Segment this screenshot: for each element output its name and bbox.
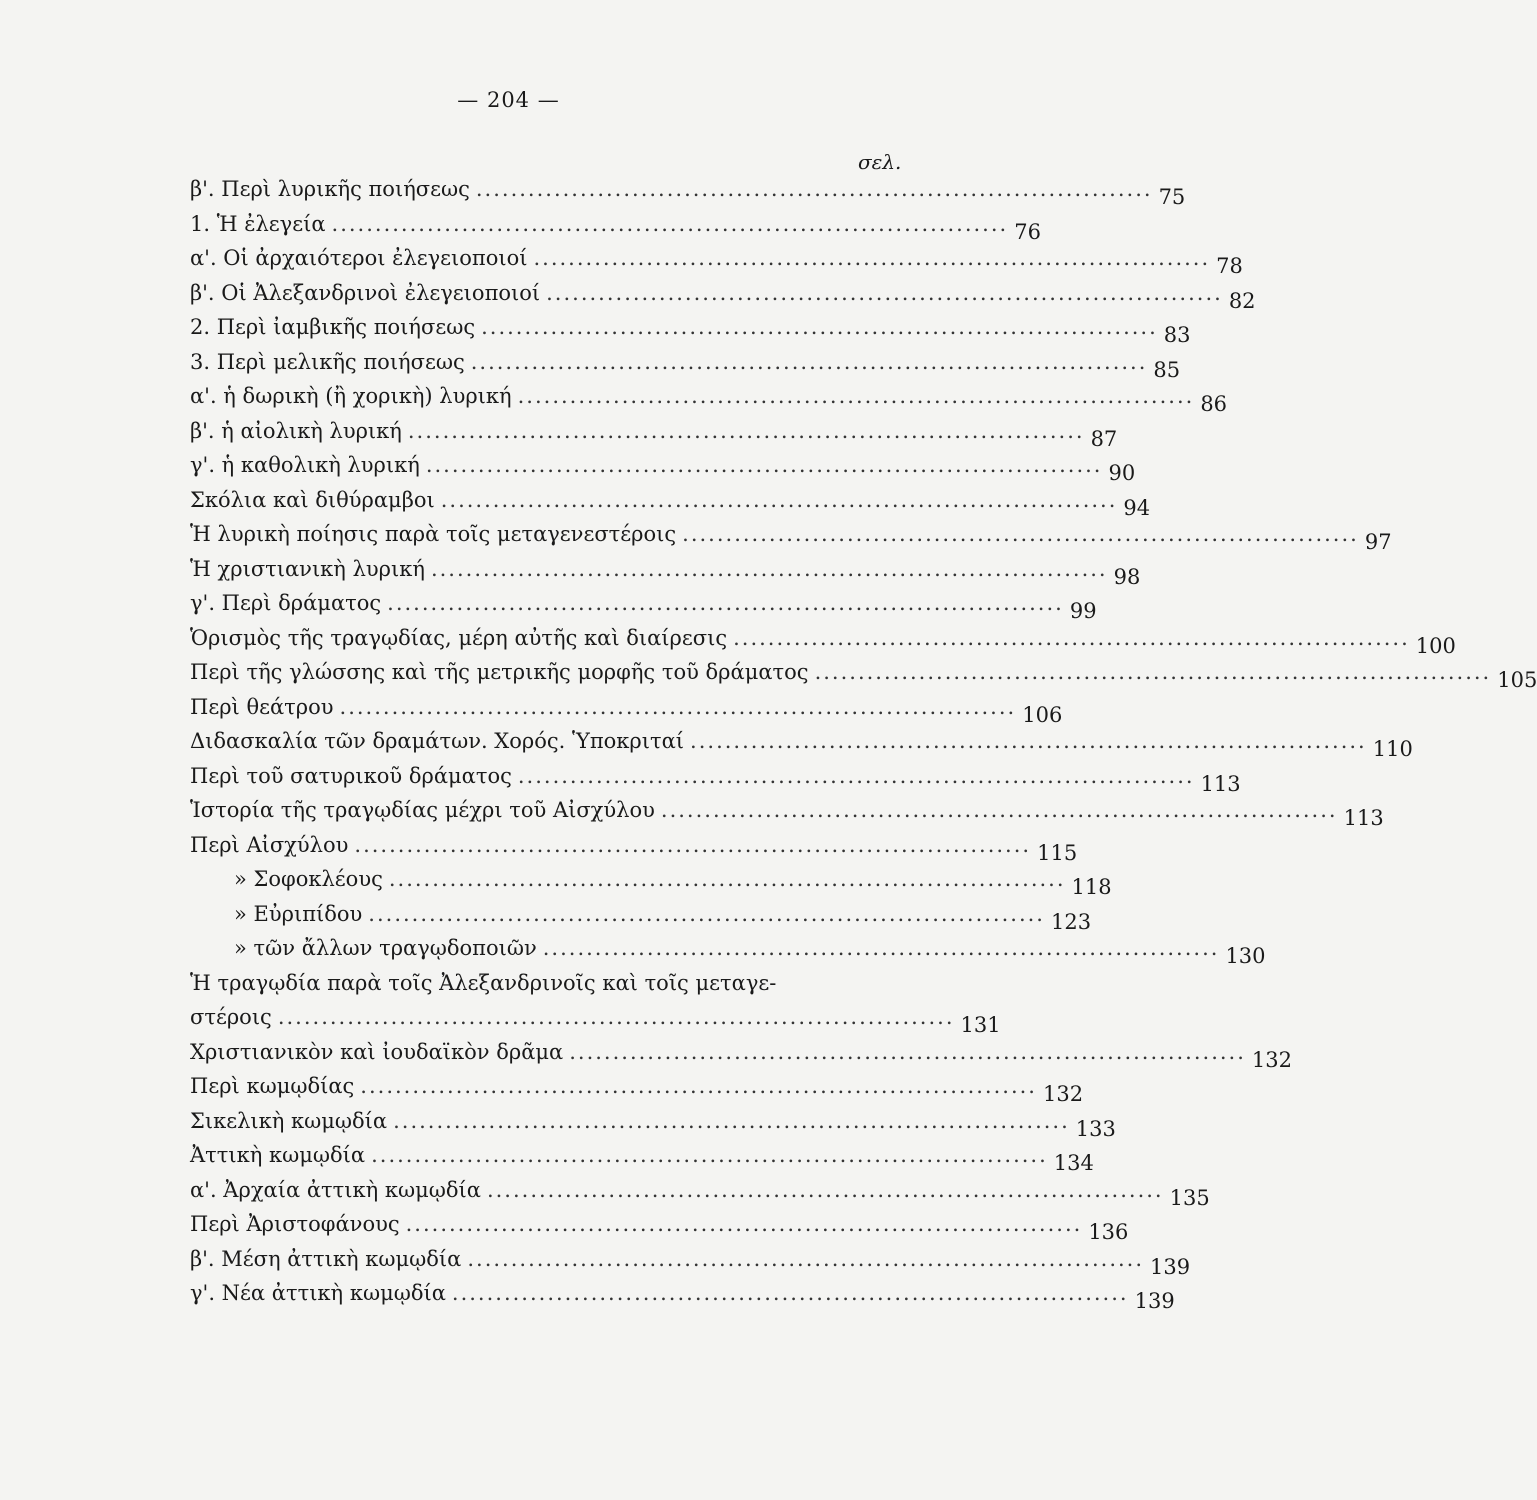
toc-entry xyxy=(190,931,1266,968)
dot-leader: .............................................................................. xyxy=(425,453,1103,477)
toc-entry-page: 115 xyxy=(1037,840,1078,865)
toc-entry xyxy=(190,414,1118,451)
toc-entry-page: 90 xyxy=(1108,461,1136,485)
toc-entry-title: Ἡ χριστιανικὴ λυρική xyxy=(190,556,425,581)
toc-entry-page: 123 xyxy=(1050,909,1092,934)
toc-entry xyxy=(190,172,1186,209)
toc-entry xyxy=(190,897,1092,934)
toc-entry xyxy=(190,207,1041,244)
toc-entry-title: Περὶ τοῦ σατυρικοῦ δράματος xyxy=(190,763,512,788)
toc-entry-title: β'. Περὶ λυρικῆς ποιήσεως xyxy=(190,177,470,201)
toc-entry xyxy=(190,966,910,1001)
toc-entry xyxy=(190,1035,1293,1072)
toc-entry-page: 139 xyxy=(1150,1254,1191,1279)
toc-entry-page: 98 xyxy=(1113,564,1141,589)
toc-entry-title: β'. Οἱ Ἀλεξανδρινοὶ ἐλεγειοποιοί xyxy=(190,280,541,305)
toc-entry-page: 139 xyxy=(1134,1289,1175,1313)
toc-entry xyxy=(190,1069,1084,1106)
toc-entry-page: 105 xyxy=(1497,668,1537,692)
toc-entry-page: 130 xyxy=(1225,944,1266,968)
dot-leader: .............................................................................. xyxy=(533,246,1211,270)
toc-entry-page: 76 xyxy=(1014,219,1041,244)
toc-entry xyxy=(190,1276,1175,1313)
table-of-contents xyxy=(190,172,1537,1313)
toc-entry-title: Ἡ λυρικὴ ποίησις παρὰ τοῖς μεταγενεστέροις xyxy=(190,522,677,546)
toc-entry xyxy=(190,1138,1094,1175)
toc-entry-title: γ'. ἡ καθολικὴ λυρική xyxy=(190,453,420,477)
dot-leader: .............................................................................. xyxy=(339,694,1017,719)
toc-entry-title: α'. Ἀρχαία ἀττικὴ κωμῳδία xyxy=(190,1177,481,1202)
toc-entry-page: 82 xyxy=(1228,288,1256,313)
dot-leader: .............................................................................. xyxy=(387,591,1064,615)
toc-entry-page: 113 xyxy=(1200,771,1241,796)
dot-leader: .............................................................................. xyxy=(331,211,1009,236)
toc-entry-page: 118 xyxy=(1071,875,1112,899)
dot-leader: .............................................................................. xyxy=(814,660,1492,684)
toc-entry-page: 132 xyxy=(1042,1082,1084,1106)
toc-entry-page: 75 xyxy=(1158,185,1186,209)
dot-leader: .............................................................................. xyxy=(542,936,1220,960)
toc-entry-title: α'. Οἱ ἀρχαιότεροι ἐλεγειοποιοί xyxy=(190,246,528,270)
toc-entry-title: β'. Μέση ἀττικὴ κωμῳδία xyxy=(190,1246,462,1271)
toc-entry-title: στέροις xyxy=(190,1005,272,1029)
toc-entry xyxy=(190,241,1243,278)
toc-entry xyxy=(190,1242,1191,1279)
dot-leader: .............................................................................. xyxy=(451,1281,1129,1305)
dot-leader: .............................................................................. xyxy=(354,832,1032,857)
toc-entry-title: Ἡ τραγῳδία παρὰ τοῖς Ἀλεξανδρινοῖς καὶ τοῖς μεταγε- xyxy=(190,970,777,995)
toc-entry-title: Διδασκαλία τῶν δραμάτων. Χορός. Ὑποκριταί xyxy=(190,729,685,753)
dot-leader: .............................................................................. xyxy=(360,1074,1037,1098)
toc-entry-page: 113 xyxy=(1343,806,1384,830)
toc-entry xyxy=(190,759,1241,796)
toc-entry-page: 78 xyxy=(1216,254,1243,278)
dot-leader: .............................................................................. xyxy=(368,901,1045,926)
toc-entry-page: 87 xyxy=(1090,426,1118,451)
dot-leader: .............................................................................. xyxy=(481,315,1158,339)
page-number: — 204 — xyxy=(457,88,560,112)
toc-entry-title: » Σοφοκλέους xyxy=(234,867,383,891)
toc-entry xyxy=(190,862,1112,899)
toc-entry-page: 94 xyxy=(1123,495,1151,520)
toc-entry-title: Περὶ Ἀριστοφάνους xyxy=(190,1212,400,1236)
toc-entry-page: 83 xyxy=(1163,323,1191,347)
dot-leader: .............................................................................. xyxy=(470,349,1148,374)
toc-entry-title: 3. Περὶ μελικῆς ποιήσεως xyxy=(190,349,465,374)
toc-entry-title: γ'. Νέα ἀττικὴ κωμῳδία xyxy=(190,1281,446,1305)
toc-entry-page: 134 xyxy=(1053,1151,1094,1175)
dot-leader: .............................................................................. xyxy=(569,1039,1246,1064)
toc-entry xyxy=(190,345,1181,382)
dot-leader: .............................................................................. xyxy=(388,867,1066,891)
toc-entry-page: 106 xyxy=(1022,702,1063,727)
toc-entry-title: Περὶ θεάτρου xyxy=(190,694,334,719)
toc-entry-title: Σκόλια καὶ διθύραμβοι xyxy=(190,487,435,512)
toc-entry-title: 2. Περὶ ἰαμβικῆς ποιήσεως xyxy=(190,315,476,339)
dot-leader: .............................................................................. xyxy=(440,487,1118,512)
toc-entry-page: 132 xyxy=(1251,1047,1293,1072)
dot-leader: .............................................................................. xyxy=(682,522,1359,546)
toc-entry-title: Χριστιανικὸν καὶ ἰουδαϊκὸν δρᾶμα xyxy=(190,1039,564,1064)
toc-entry-page: 99 xyxy=(1069,599,1097,623)
toc-entry xyxy=(190,1173,1210,1210)
toc-entry-title: Περὶ κωμῳδίας xyxy=(190,1074,355,1098)
toc-entry-page: 85 xyxy=(1153,357,1181,382)
dot-leader: .............................................................................. xyxy=(517,763,1195,788)
toc-entry-page: 97 xyxy=(1364,530,1392,554)
toc-entry-title: » τῶν ἄλλων τραγῳδοποιῶν xyxy=(234,936,537,960)
toc-entry-title: β'. ἡ αἰολικὴ λυρική xyxy=(190,418,402,443)
toc-entry xyxy=(190,310,1191,347)
toc-entry-title: α'. ἡ δωρικὴ (ἢ χορικὴ) λυρική xyxy=(190,384,512,408)
dot-leader: .............................................................................. xyxy=(690,729,1367,753)
toc-entry-title: γ'. Περὶ δράματος xyxy=(190,591,382,615)
toc-entry xyxy=(190,1104,1116,1141)
toc-entry xyxy=(190,621,1456,658)
dot-leader: .............................................................................. xyxy=(733,625,1410,650)
toc-entry-page: 136 xyxy=(1088,1220,1129,1244)
toc-entry-title: Ἀττικὴ κωμῳδία xyxy=(190,1143,366,1167)
dot-leader: .............................................................................. xyxy=(546,280,1223,305)
toc-entry-page: 110 xyxy=(1372,737,1413,761)
dot-leader: .............................................................................. xyxy=(405,1212,1083,1236)
toc-entry xyxy=(190,793,1384,830)
toc-entry xyxy=(190,655,1537,692)
toc-entry xyxy=(190,1000,1001,1037)
toc-entry xyxy=(190,483,1151,520)
toc-entry-title: Ὁρισμὸς τῆς τραγῳδίας, μέρη αὐτῆς καὶ διαίρεσις xyxy=(190,625,728,650)
toc-entry-title: Περὶ Αἰσχύλου xyxy=(190,832,349,857)
dot-leader: .............................................................................. xyxy=(430,556,1108,581)
toc-entry xyxy=(190,724,1413,761)
toc-entry-title: Ἱστορία τῆς τραγῳδίας μέχρι τοῦ Αἰσχύλου xyxy=(190,798,655,822)
dot-leader: .............................................................................. xyxy=(393,1108,1070,1133)
dot-leader: .............................................................................. xyxy=(277,1005,955,1029)
toc-entry-page: 135 xyxy=(1169,1185,1210,1210)
toc-entry-page: 131 xyxy=(960,1013,1001,1037)
toc-entry-page: 86 xyxy=(1200,392,1228,416)
page-column-label: σελ. xyxy=(858,150,902,174)
dot-leader: .............................................................................. xyxy=(467,1246,1145,1271)
toc-entry xyxy=(190,379,1228,416)
toc-entry xyxy=(190,690,1063,727)
dot-leader: .............................................................................. xyxy=(517,384,1195,408)
toc-entry-title: » Εὐριπίδου xyxy=(234,901,363,926)
dot-leader: .............................................................................. xyxy=(475,177,1153,201)
toc-entry-page: 133 xyxy=(1075,1116,1116,1141)
toc-entry xyxy=(190,517,1392,554)
toc-entry xyxy=(190,1207,1129,1244)
toc-entry-title: 1. Ἡ ἐλεγεία xyxy=(190,211,326,236)
toc-entry xyxy=(190,276,1256,313)
toc-entry xyxy=(190,586,1097,623)
dot-leader: .............................................................................. xyxy=(660,798,1338,822)
toc-entry-page: 100 xyxy=(1415,633,1456,658)
dot-leader: .............................................................................. xyxy=(486,1177,1164,1202)
toc-entry-title: Σικελικὴ κωμῳδία xyxy=(190,1108,388,1133)
toc-entry xyxy=(190,828,1078,865)
toc-entry xyxy=(190,552,1141,589)
dot-leader: .............................................................................. xyxy=(371,1143,1048,1167)
toc-entry-title: Περὶ τῆς γλώσσης καὶ τῆς μετρικῆς μορφῆς τοῦ δράματος xyxy=(190,660,809,684)
toc-entry xyxy=(190,448,1136,485)
dot-leader: .............................................................................. xyxy=(407,418,1085,443)
